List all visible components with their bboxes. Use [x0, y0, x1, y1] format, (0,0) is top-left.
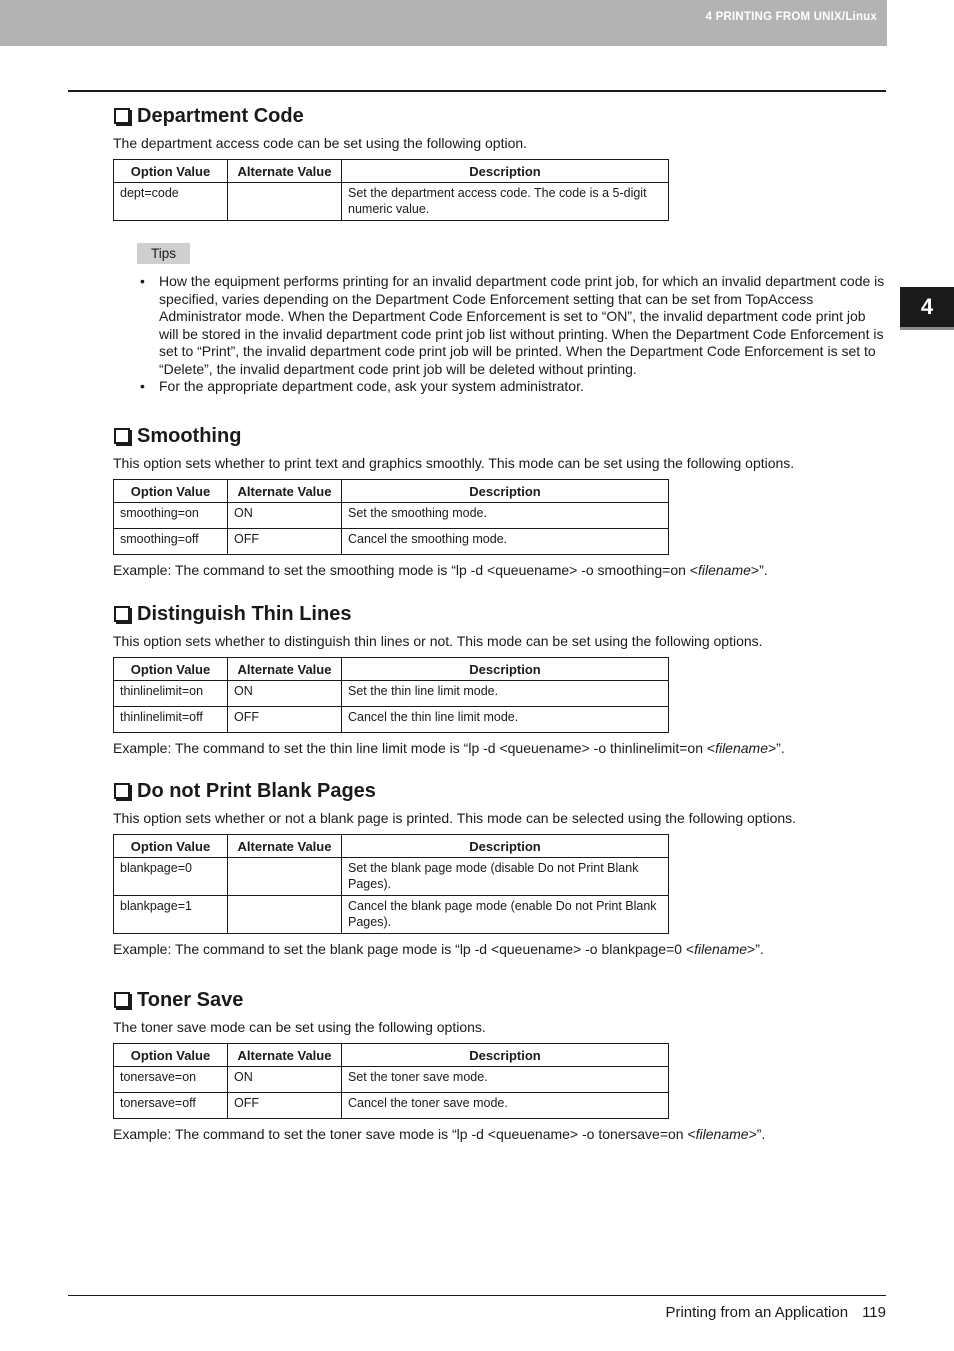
table-row [114, 1093, 669, 1119]
example-suffix: >”. [748, 1126, 766, 1142]
example-prefix: Example: The command to set the blank page mode is “lp -d <queuename> -o blankpage=0 < [113, 941, 695, 957]
example-prefix: Example: The command to set the smoothing mode is “lp -d <queuename> -o smoothing=on < [113, 562, 698, 578]
example-filename: filename [697, 562, 751, 578]
checkbox-icon [114, 108, 130, 124]
table-header-row [114, 835, 669, 858]
table-row [114, 529, 669, 555]
section-distinguish-thin-lines [113, 601, 888, 757]
header-description: Description [342, 658, 669, 681]
section-intro: This option sets whether to distinguish thin lines or not. This mode can be set using the following options. [113, 633, 763, 649]
cell-alternate: OFF [228, 1093, 342, 1119]
cell-alternate [228, 858, 342, 896]
example-prefix: Example: The command to set the toner save mode is “lp -d <queuename> -o tonersave=on < [113, 1126, 696, 1142]
example-suffix: >”. [767, 740, 785, 756]
section-title: Smoothing [137, 424, 242, 447]
option-table [113, 479, 669, 555]
header-description: Description [342, 835, 669, 858]
section-heading [113, 778, 888, 804]
cell-alternate: OFF [228, 529, 342, 555]
cell-option: blankpage=0 [114, 858, 228, 896]
section-blank-pages [113, 778, 888, 958]
table-row [114, 183, 669, 221]
chapter-tab[interactable]: 4 [900, 287, 954, 327]
cell-option: thinlinelimit=on [114, 681, 228, 707]
cell-option: thinlinelimit=off [114, 707, 228, 733]
option-table [113, 1043, 669, 1119]
cell-option: smoothing=off [114, 529, 228, 555]
header-band [0, 0, 887, 46]
header-alternate-value: Alternate Value [228, 658, 342, 681]
option-table [113, 657, 669, 733]
bottom-rule [68, 1295, 886, 1296]
header-option-value: Option Value [114, 1044, 228, 1067]
example-filename: filename [694, 941, 748, 957]
table-row [114, 858, 669, 896]
checkbox-icon [114, 783, 130, 799]
section-toner-save [113, 987, 888, 1143]
cell-alternate [228, 896, 342, 934]
section-title: Toner Save [137, 988, 244, 1011]
example-text [113, 739, 888, 757]
cell-option: smoothing=on [114, 503, 228, 529]
section-intro: The department access code can be set using the following option. [113, 135, 528, 151]
example-suffix: >”. [747, 941, 764, 957]
header-option-value: Option Value [114, 160, 228, 183]
page-footer [665, 1304, 886, 1321]
tips-label: Tips [137, 243, 190, 264]
header-option-value: Option Value [114, 658, 228, 681]
cell-option: dept=code [114, 183, 228, 221]
table-row [114, 503, 669, 529]
table-header-row [114, 160, 669, 183]
section-heading [113, 103, 888, 129]
cell-description: Set the smoothing mode. [342, 503, 669, 529]
section-department-code [113, 103, 888, 221]
table-header-row [114, 1044, 669, 1067]
top-rule [68, 90, 886, 92]
example-text [113, 940, 888, 958]
header-description: Description [342, 160, 669, 183]
header-alternate-value: Alternate Value [228, 1044, 342, 1067]
cell-alternate: ON [228, 1067, 342, 1093]
section-heading [113, 601, 888, 627]
cell-description: Set the toner save mode. [342, 1067, 669, 1093]
checkbox-icon [114, 992, 130, 1008]
section-intro: This option sets whether or not a blank page is printed. This mode can be selected using the following options. [113, 810, 797, 826]
checkbox-icon [114, 606, 130, 622]
table-row [114, 707, 669, 733]
option-table [113, 159, 669, 221]
list-item: • How the equipment performs printing for an invalid department code print job, for which an invalid department code is specified, varies depending on the Department Code Enforcement setting that can be set from TopAccess Administrator mode. When the Department Code Enforcement is set to “ON”, the invalid department code print job will be stored in the invalid department code print job list without printing. When the Department Code Enforcement is set to “Print”, the invalid department code print job will be printed. When the Department Code Enforcement is set to “Delete”, the invalid department code print job will be deleted without printing. [140, 273, 885, 378]
table-header-row [114, 480, 669, 503]
header-alternate-value: Alternate Value [228, 160, 342, 183]
cell-description: Cancel the blank page mode (enable Do not Print Blank Pages). [342, 896, 669, 934]
section-heading [113, 423, 888, 449]
example-filename: filename [715, 740, 768, 756]
cell-description: Cancel the thin line limit mode. [342, 707, 669, 733]
table-row [114, 896, 669, 934]
cell-option: tonersave=off [114, 1093, 228, 1119]
cell-description: Set the blank page mode (disable Do not Print Blank Pages). [342, 858, 669, 896]
section-heading [113, 987, 888, 1013]
section-title: Department Code [137, 104, 304, 127]
header-alternate-value: Alternate Value [228, 835, 342, 858]
header-alternate-value: Alternate Value [228, 480, 342, 503]
example-text [113, 561, 888, 579]
header-option-value: Option Value [114, 480, 228, 503]
header-description: Description [342, 1044, 669, 1067]
page-number: 119 [862, 1304, 886, 1321]
list-item: • For the appropriate department code, ask your system administrator. [140, 378, 885, 396]
example-text [113, 1125, 888, 1143]
section-intro: This option sets whether to print text and graphics smoothly. This mode can be set using the following options. [113, 455, 795, 471]
cell-alternate: ON [228, 681, 342, 707]
example-filename: filename [695, 1126, 749, 1142]
header-description: Description [342, 480, 669, 503]
example-prefix: Example: The command to set the thin line limit mode is “lp -d <queuename> -o thinlinelimit=on < [113, 740, 716, 756]
cell-alternate: OFF [228, 707, 342, 733]
section-title: Distinguish Thin Lines [137, 602, 352, 625]
table-row [114, 1067, 669, 1093]
table-header-row [114, 658, 669, 681]
chapter-tab-shadow [900, 327, 954, 330]
footer-text: Printing from an Application [665, 1304, 849, 1321]
cell-description: Set the thin line limit mode. [342, 681, 669, 707]
checkbox-icon [114, 428, 130, 444]
option-table [113, 834, 669, 934]
cell-description: Cancel the toner save mode. [342, 1093, 669, 1119]
section-smoothing [113, 423, 888, 579]
header-option-value: Option Value [114, 835, 228, 858]
chapter-title: 4 PRINTING FROM UNIX/Linux [705, 11, 877, 23]
cell-alternate [228, 183, 342, 221]
cell-description: Set the department access code. The code is a 5-digit numeric value. [342, 183, 669, 221]
section-title: Do not Print Blank Pages [137, 779, 376, 802]
cell-option: blankpage=1 [114, 896, 228, 934]
cell-alternate: ON [228, 503, 342, 529]
cell-description: Cancel the smoothing mode. [342, 529, 669, 555]
tips-list [140, 273, 885, 396]
table-row [114, 681, 669, 707]
cell-option: tonersave=on [114, 1067, 228, 1093]
section-intro: The toner save mode can be set using the following options. [113, 1019, 486, 1035]
example-suffix: >”. [750, 562, 768, 578]
